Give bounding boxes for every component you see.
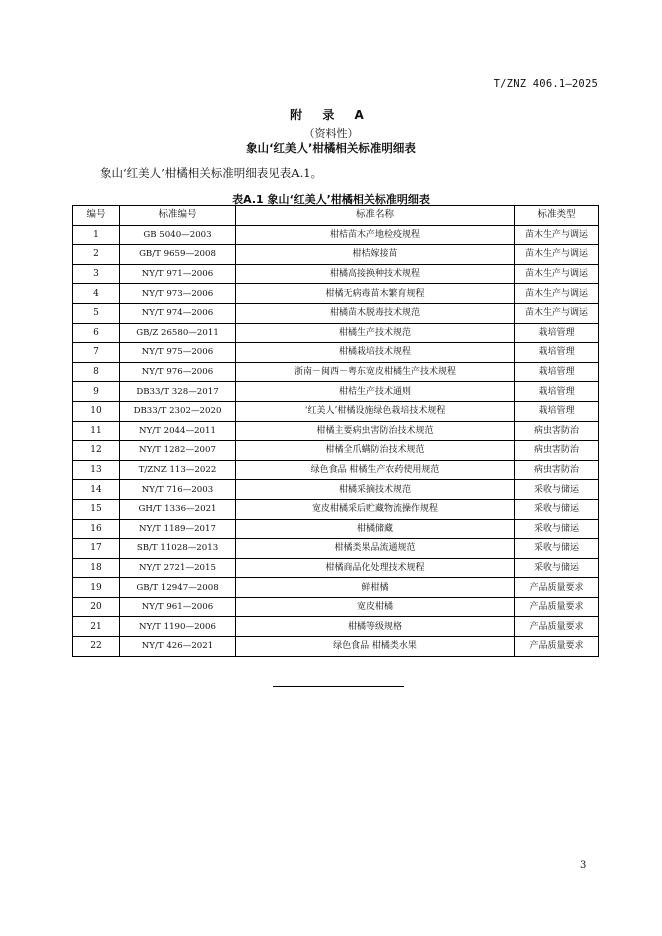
table-row xyxy=(73,245,599,265)
table-caption: 表A.1 象山‘红美人’柑橘相关标准明细表 xyxy=(232,193,430,206)
standards-table xyxy=(72,205,599,657)
cell-standard-name: 柑橘商品化处理技术规程 xyxy=(236,558,515,578)
cell-standard-code: NY/T 1190—2006 xyxy=(120,617,236,637)
table-row xyxy=(73,460,599,480)
cell-standard-code: NY/T 976—2006 xyxy=(120,362,236,382)
cell-number: 8 xyxy=(73,362,120,382)
cell-standard-name: 柑桔生产技术通则 xyxy=(236,382,515,402)
cell-standard-code: GB/Z 26580—2011 xyxy=(120,323,236,343)
cell-standard-code: NY/T 971—2006 xyxy=(120,264,236,284)
cell-standard-name: 柑桔嫁接苗 xyxy=(236,245,515,265)
cell-number: 10 xyxy=(73,401,120,421)
cell-standard-type: 病虫害防治 xyxy=(515,441,599,461)
table-header-row xyxy=(73,206,599,226)
cell-standard-type: 栽培管理 xyxy=(515,323,599,343)
cell-number: 22 xyxy=(73,637,120,657)
cell-standard-type: 栽培管理 xyxy=(515,401,599,421)
cell-number: 7 xyxy=(73,343,120,363)
cell-standard-name: 柑橘类果品流通规范 xyxy=(236,539,515,559)
cell-standard-type: 产品质量要求 xyxy=(515,578,599,598)
cell-standard-type: 苗木生产与调运 xyxy=(515,284,599,304)
table-row xyxy=(73,558,599,578)
table-row xyxy=(73,284,599,304)
cell-standard-code: NY/T 2721—2015 xyxy=(120,558,236,578)
cell-standard-type: 采收与储运 xyxy=(515,519,599,539)
cell-standard-type: 栽培管理 xyxy=(515,343,599,363)
cell-standard-code: NY/T 961—2006 xyxy=(120,597,236,617)
table-row xyxy=(73,264,599,284)
cell-number: 6 xyxy=(73,323,120,343)
cell-number: 5 xyxy=(73,303,120,323)
table-row xyxy=(73,401,599,421)
cell-standard-name: 柑橘全爪螨防治技术规范 xyxy=(236,441,515,461)
cell-number: 20 xyxy=(73,597,120,617)
cell-standard-name: 宽皮柑橘采后贮藏物流操作规程 xyxy=(236,499,515,519)
table-row xyxy=(73,499,599,519)
cell-standard-type: 产品质量要求 xyxy=(515,637,599,657)
cell-standard-code: NY/T 973—2006 xyxy=(120,284,236,304)
cell-standard-name: 浙南－闽西－粤东宽皮柑橘生产技术规程 xyxy=(236,362,515,382)
cell-standard-code: T/ZNZ 113—2022 xyxy=(120,460,236,480)
table-row xyxy=(73,637,599,657)
cell-standard-type: 栽培管理 xyxy=(515,382,599,402)
cell-standard-name: 绿色食品 柑橘类水果 xyxy=(236,637,515,657)
table-row xyxy=(73,441,599,461)
cell-standard-name: 宽皮柑橘 xyxy=(236,597,515,617)
column-header-standard-name: 标准名称 xyxy=(236,206,515,226)
cell-standard-name: 柑橘苗木脱毒技术规范 xyxy=(236,303,515,323)
cell-number: 4 xyxy=(73,284,120,304)
table-row xyxy=(73,303,599,323)
annex-title: 附 录 A xyxy=(290,108,372,122)
cell-standard-code: GB/T 9659—2008 xyxy=(120,245,236,265)
cell-standard-name: 柑橘高接换种技术规程 xyxy=(236,264,515,284)
table-row xyxy=(73,578,599,598)
cell-standard-name: 柑橘采摘技术规范 xyxy=(236,480,515,500)
cell-standard-code: DB33/T 2302—2020 xyxy=(120,401,236,421)
table-row xyxy=(73,362,599,382)
cell-standard-type: 采收与储运 xyxy=(515,499,599,519)
document-code: T/ZNZ 406.1—2025 xyxy=(493,78,598,90)
cell-standard-name: 柑橘等级规格 xyxy=(236,617,515,637)
cell-standard-code: NY/T 974—2006 xyxy=(120,303,236,323)
cell-standard-type: 病虫害防治 xyxy=(515,460,599,480)
cell-standard-name: 柑橘生产技术规范 xyxy=(236,323,515,343)
table-row xyxy=(73,597,599,617)
table-row xyxy=(73,323,599,343)
cell-standard-type: 采收与储运 xyxy=(515,558,599,578)
cell-standard-type: 产品质量要求 xyxy=(515,617,599,637)
cell-standard-code: NY/T 975—2006 xyxy=(120,343,236,363)
cell-standard-type: 采收与储运 xyxy=(515,539,599,559)
cell-standard-type: 栽培管理 xyxy=(515,362,599,382)
cell-number: 9 xyxy=(73,382,120,402)
table-body xyxy=(73,225,599,656)
cell-standard-type: 苗木生产与调运 xyxy=(515,303,599,323)
cell-standard-code: GH/T 1336—2021 xyxy=(120,499,236,519)
cell-number: 12 xyxy=(73,441,120,461)
cell-number: 13 xyxy=(73,460,120,480)
cell-standard-name: ‘红美人’柑橘设施绿色栽培技术规程 xyxy=(236,401,515,421)
cell-standard-type: 苗木生产与调运 xyxy=(515,264,599,284)
cell-standard-code: GB/T 12947—2008 xyxy=(120,578,236,598)
cell-standard-code: SB/T 11028—2013 xyxy=(120,539,236,559)
table-row xyxy=(73,539,599,559)
cell-number: 19 xyxy=(73,578,120,598)
cell-number: 15 xyxy=(73,499,120,519)
cell-standard-name: 柑橘无病毒苗木繁育规程 xyxy=(236,284,515,304)
table-row xyxy=(73,421,599,441)
cell-standard-type: 产品质量要求 xyxy=(515,597,599,617)
cell-standard-code: GB 5040—2003 xyxy=(120,225,236,245)
cell-standard-code: NY/T 716—2003 xyxy=(120,480,236,500)
cell-standard-type: 苗木生产与调运 xyxy=(515,245,599,265)
cell-standard-name: 柑桔苗木产地检疫规程 xyxy=(236,225,515,245)
cell-number: 14 xyxy=(73,480,120,500)
cell-number: 21 xyxy=(73,617,120,637)
column-header-standard-code: 标准编号 xyxy=(120,206,236,226)
cell-number: 17 xyxy=(73,539,120,559)
cell-standard-name: 柑橘储藏 xyxy=(236,519,515,539)
annex-heading: 象山‘红美人’柑橘相关标准明细表 xyxy=(246,141,416,155)
intro-paragraph: 象山‘红美人’柑橘相关标准明细表见表A.1。 xyxy=(100,166,323,180)
page-number: 3 xyxy=(580,860,587,871)
cell-number: 18 xyxy=(73,558,120,578)
cell-number: 3 xyxy=(73,264,120,284)
cell-standard-code: NY/T 426—2021 xyxy=(120,637,236,657)
cell-standard-code: NY/T 2044—2011 xyxy=(120,421,236,441)
cell-standard-name: 绿色食品 柑橘生产农药使用规范 xyxy=(236,460,515,480)
cell-number: 16 xyxy=(73,519,120,539)
cell-standard-name: 鲜柑橘 xyxy=(236,578,515,598)
cell-standard-type: 病虫害防治 xyxy=(515,421,599,441)
table-row xyxy=(73,617,599,637)
cell-number: 2 xyxy=(73,245,120,265)
cell-number: 1 xyxy=(73,225,120,245)
cell-standard-name: 柑橘主要病虫害防治技术规范 xyxy=(236,421,515,441)
end-divider-line xyxy=(273,686,404,687)
cell-standard-name: 柑橘栽培技术规程 xyxy=(236,343,515,363)
cell-standard-type: 采收与储运 xyxy=(515,480,599,500)
cell-standard-type: 苗木生产与调运 xyxy=(515,225,599,245)
cell-number: 11 xyxy=(73,421,120,441)
cell-standard-code: DB33/T 328—2017 xyxy=(120,382,236,402)
column-header-number: 编号 xyxy=(73,206,120,226)
cell-standard-code: NY/T 1282—2007 xyxy=(120,441,236,461)
table-row xyxy=(73,225,599,245)
cell-standard-code: NY/T 1189—2017 xyxy=(120,519,236,539)
column-header-standard-type: 标准类型 xyxy=(515,206,599,226)
table-row xyxy=(73,519,599,539)
annex-subtitle: （资料性） xyxy=(303,127,359,140)
table-row xyxy=(73,343,599,363)
table-row xyxy=(73,480,599,500)
table-row xyxy=(73,382,599,402)
